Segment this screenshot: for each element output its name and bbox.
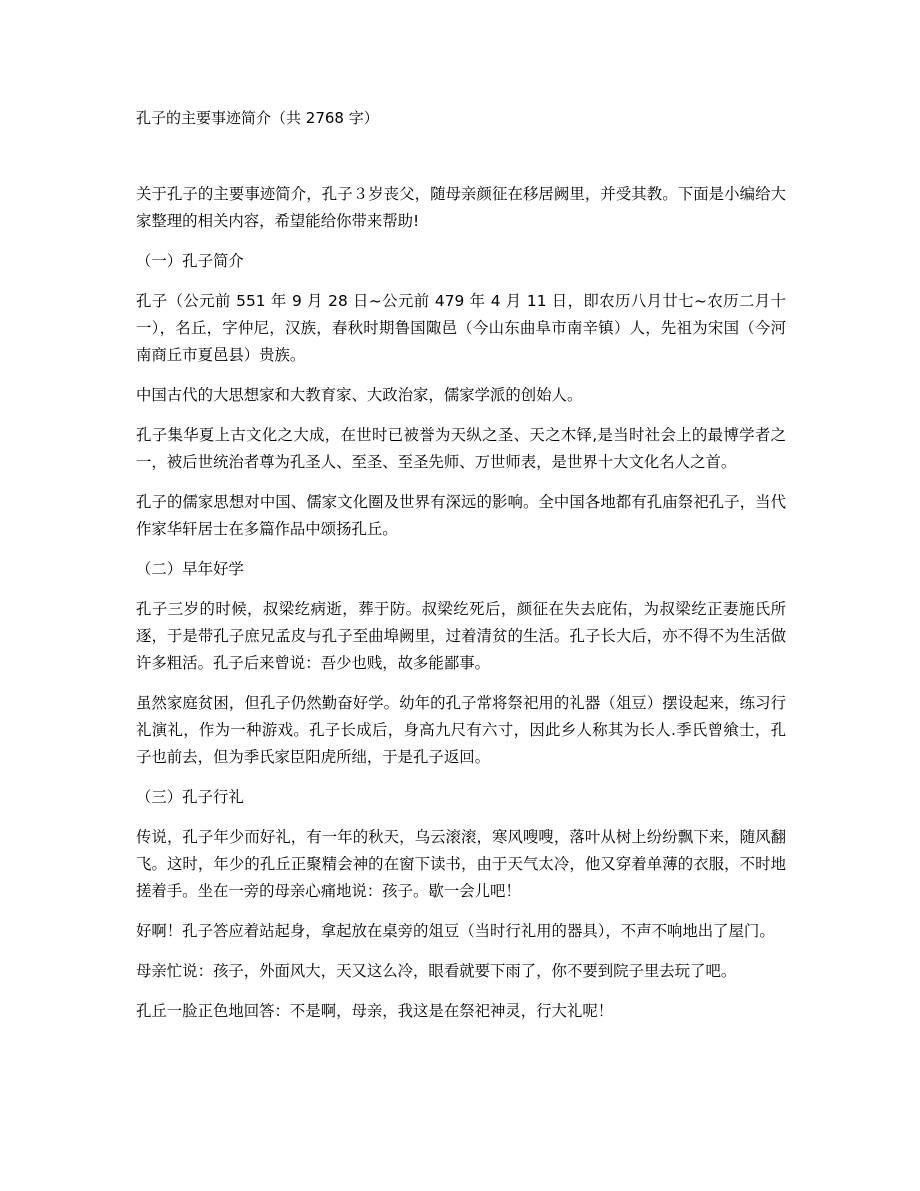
- section-early-years: [136, 556, 786, 771]
- paragraph: 孔子（公元前 551 年 9 月 28 日~公元前 479 年 4 月 11 日，即农历八月廿七~农历二月十一），名丘，字仲尼，汉族，春秋时期鲁国陬邑（今山东曲阜市南辛镇）人，先祖为宋国（今河南商丘市夏邑县）贵族。: [136, 292, 786, 364]
- paragraph: 孔子的儒家思想对中国、儒家文化圈及世界有深远的影响。全中国各地都有孔庙祭祀孔子，当代作家华轩居士在多篇作品中颂扬孔丘。: [136, 493, 786, 538]
- paragraph: 好啊！孔子答应着站起身，拿起放在桌旁的俎豆（当时行礼用的器具），不声不响地出了屋门。: [136, 922, 775, 940]
- paragraph: 母亲忙说：孩子，外面风大，天又这么冷，眼看就要下雨了，你不要到院子里去玩了吧。: [136, 962, 737, 980]
- paragraph: 中国古代的大思想家和大教育家、大政治家，儒家学派的创始人。: [136, 386, 583, 404]
- section-heading: （一）孔子简介: [136, 252, 244, 270]
- paragraph: 虽然家庭贫困，但孔子仍然勤奋好学。幼年的孔子常将祭祀用的礼器（俎豆）摆设起来，练习行礼演礼，作为一种游戏。孔子长成后，身高九尺有六寸，因此乡人称其为长人.季氏曾飨士，孔子也前去，但为季氏家臣阳虎所绌，于是孔子返回。: [136, 694, 786, 766]
- page-title: 孔子的主要事迹简介（共 2768 字）: [136, 109, 379, 127]
- section-rituals: [136, 784, 786, 1025]
- paragraph: 孔丘一脸正色地回答：不是啊，母亲，我这是在祭祀神灵，行大礼呢！: [136, 1002, 614, 1020]
- intro-paragraph: 关于孔子的主要事迹简介，孔子３岁丧父，随母亲颜征在移居阙里，并受其教。下面是小编给大家整理的相关内容，希望能给你带来帮助!: [136, 185, 786, 230]
- document-body: [136, 181, 786, 1038]
- section-heading: （三）孔子行礼: [136, 788, 244, 806]
- section-heading: （二）早年好学: [136, 560, 244, 578]
- paragraph: 孔子集华夏上古文化之大成，在世时已被誉为天纵之圣、天之木铎,是当时社会上的最博学者之一，被后世统治者尊为孔圣人、至圣、至圣先师、万世师表，是世界十大文化名人之首。: [136, 426, 786, 471]
- paragraph: 孔子三岁的时候，叔梁纥病逝，葬于防。叔梁纥死后，颜征在失去庇佑，为叔梁纥正妻施氏所逐，于是带孔子庶兄孟皮与孔子至曲埠阙里，过着清贫的生活。孔子长大后，亦不得不为生活做许多粗活。孔子后来曾说：吾少也贱，故多能鄙事。: [136, 600, 786, 672]
- paragraph: 传说，孔子年少而好礼，有一年的秋天，乌云滚滚，寒风嗖嗖，落叶从树上纷纷飘下来，随风翻飞。这时，年少的孔丘正聚精会神的在窗下读书，由于天气太冷，他又穿着单薄的衣服，不时地搓着手。坐在一旁的母亲心痛地说：孩子。歇一会儿吧！: [136, 828, 786, 900]
- section-biography: [136, 248, 786, 543]
